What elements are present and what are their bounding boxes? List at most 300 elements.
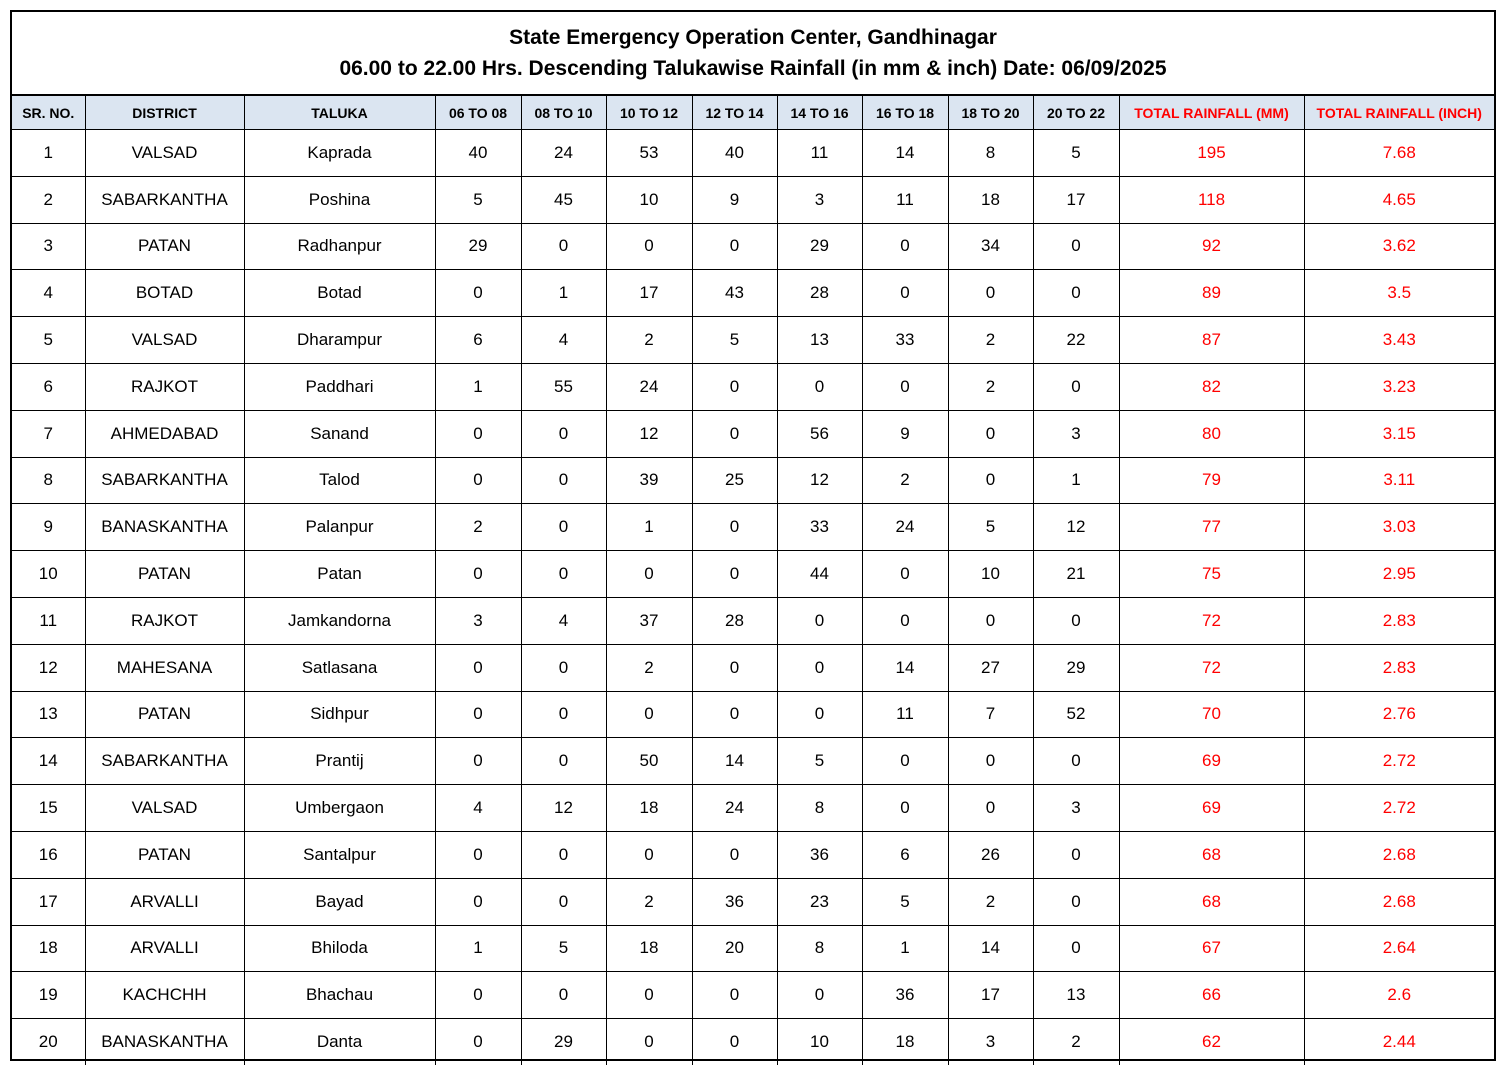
rain-10-12-cell: 2 [606, 878, 692, 925]
rain-12-14-cell: 28 [692, 597, 777, 644]
rain-12-14-cell: 0 [692, 1019, 777, 1065]
rain-08-10-cell: 4 [521, 597, 606, 644]
rain-14-16-cell: 3 [777, 176, 862, 223]
total-mm-cell: 69 [1119, 785, 1304, 832]
table-row [12, 270, 1494, 317]
header-08-10: 08 TO 10 [521, 96, 606, 130]
rain-16-18-cell: 0 [862, 738, 948, 785]
rain-20-22-cell: 0 [1033, 925, 1119, 972]
table-row [12, 972, 1494, 1019]
rain-12-14-cell: 0 [692, 972, 777, 1019]
total-inch-cell: 3.5 [1304, 270, 1494, 317]
taluka-cell: Radhanpur [244, 223, 435, 270]
table-row [12, 410, 1494, 457]
table-header-row [12, 96, 1494, 130]
sr-no-cell: 17 [12, 878, 85, 925]
sr-no-cell: 15 [12, 785, 85, 832]
total-mm-cell: 67 [1119, 925, 1304, 972]
table-row [12, 925, 1494, 972]
rain-18-20-cell: 34 [948, 223, 1033, 270]
rain-10-12-cell: 50 [606, 738, 692, 785]
rain-20-22-cell: 2 [1033, 1019, 1119, 1065]
report-title-block [12, 12, 1494, 96]
rain-14-16-cell: 11 [777, 130, 862, 177]
rain-06-08-cell: 29 [435, 223, 521, 270]
total-mm-cell: 75 [1119, 551, 1304, 598]
rain-12-14-cell: 0 [692, 223, 777, 270]
total-mm-cell: 69 [1119, 738, 1304, 785]
rain-20-22-cell: 0 [1033, 738, 1119, 785]
table-row [12, 597, 1494, 644]
rain-16-18-cell: 36 [862, 972, 948, 1019]
total-mm-cell: 77 [1119, 504, 1304, 551]
rain-12-14-cell: 36 [692, 878, 777, 925]
rain-10-12-cell: 18 [606, 785, 692, 832]
sr-no-cell: 4 [12, 270, 85, 317]
rain-08-10-cell: 24 [521, 130, 606, 177]
rain-20-22-cell: 1 [1033, 457, 1119, 504]
table-row [12, 176, 1494, 223]
header-14-16: 14 TO 16 [777, 96, 862, 130]
rain-18-20-cell: 3 [948, 1019, 1033, 1065]
sr-no-cell: 13 [12, 691, 85, 738]
rain-18-20-cell: 7 [948, 691, 1033, 738]
total-inch-cell: 2.76 [1304, 691, 1494, 738]
table-row [12, 363, 1494, 410]
total-mm-cell: 89 [1119, 270, 1304, 317]
rain-14-16-cell: 0 [777, 972, 862, 1019]
header-06-08: 06 TO 08 [435, 96, 521, 130]
sr-no-cell: 20 [12, 1019, 85, 1065]
rain-18-20-cell: 26 [948, 831, 1033, 878]
rain-14-16-cell: 0 [777, 644, 862, 691]
taluka-cell: Bhiloda [244, 925, 435, 972]
rain-06-08-cell: 5 [435, 176, 521, 223]
total-inch-cell: 2.95 [1304, 551, 1494, 598]
report-title: State Emergency Operation Center, Gandhinagar [509, 26, 997, 49]
rain-08-10-cell: 5 [521, 925, 606, 972]
total-mm-cell: 72 [1119, 597, 1304, 644]
district-cell: VALSAD [85, 130, 244, 177]
rain-06-08-cell: 0 [435, 410, 521, 457]
total-inch-cell: 3.23 [1304, 363, 1494, 410]
rain-06-08-cell: 0 [435, 270, 521, 317]
rain-18-20-cell: 18 [948, 176, 1033, 223]
rain-08-10-cell: 0 [521, 691, 606, 738]
header-total-mm: TOTAL RAINFALL (MM) [1119, 96, 1304, 130]
rain-14-16-cell: 13 [777, 317, 862, 364]
taluka-cell: Umbergaon [244, 785, 435, 832]
rain-10-12-cell: 0 [606, 972, 692, 1019]
header-12-14: 12 TO 14 [692, 96, 777, 130]
total-inch-cell: 2.83 [1304, 597, 1494, 644]
total-mm-cell: 195 [1119, 130, 1304, 177]
taluka-cell: Poshina [244, 176, 435, 223]
rain-16-18-cell: 5 [862, 878, 948, 925]
rain-06-08-cell: 0 [435, 878, 521, 925]
sr-no-cell: 2 [12, 176, 85, 223]
rain-18-20-cell: 5 [948, 504, 1033, 551]
taluka-cell: Jamkandorna [244, 597, 435, 644]
rain-12-14-cell: 0 [692, 831, 777, 878]
sr-no-cell: 18 [12, 925, 85, 972]
rain-20-22-cell: 0 [1033, 878, 1119, 925]
rain-12-14-cell: 14 [692, 738, 777, 785]
total-mm-cell: 82 [1119, 363, 1304, 410]
rain-18-20-cell: 27 [948, 644, 1033, 691]
taluka-cell: Dharampur [244, 317, 435, 364]
rain-12-14-cell: 0 [692, 691, 777, 738]
rain-10-12-cell: 39 [606, 457, 692, 504]
rain-16-18-cell: 6 [862, 831, 948, 878]
total-inch-cell: 2.68 [1304, 878, 1494, 925]
taluka-cell: Kaprada [244, 130, 435, 177]
taluka-cell: Paddhari [244, 363, 435, 410]
rain-06-08-cell: 3 [435, 597, 521, 644]
rain-12-14-cell: 20 [692, 925, 777, 972]
district-cell: PATAN [85, 223, 244, 270]
table-row [12, 738, 1494, 785]
district-cell: PATAN [85, 551, 244, 598]
rain-16-18-cell: 11 [862, 176, 948, 223]
rain-12-14-cell: 43 [692, 270, 777, 317]
table-row [12, 551, 1494, 598]
total-inch-cell: 3.62 [1304, 223, 1494, 270]
rain-18-20-cell: 14 [948, 925, 1033, 972]
rain-14-16-cell: 10 [777, 1019, 862, 1065]
sr-no-cell: 3 [12, 223, 85, 270]
total-inch-cell: 2.44 [1304, 1019, 1494, 1065]
total-mm-cell: 72 [1119, 644, 1304, 691]
rain-08-10-cell: 4 [521, 317, 606, 364]
rain-14-16-cell: 28 [777, 270, 862, 317]
total-mm-cell: 79 [1119, 457, 1304, 504]
district-cell: ARVALLI [85, 925, 244, 972]
rain-14-16-cell: 8 [777, 785, 862, 832]
rain-10-12-cell: 12 [606, 410, 692, 457]
rain-18-20-cell: 0 [948, 410, 1033, 457]
rain-08-10-cell: 0 [521, 551, 606, 598]
district-cell: VALSAD [85, 317, 244, 364]
rain-10-12-cell: 37 [606, 597, 692, 644]
rain-08-10-cell: 29 [521, 1019, 606, 1065]
rain-16-18-cell: 0 [862, 785, 948, 832]
rain-16-18-cell: 24 [862, 504, 948, 551]
rain-08-10-cell: 1 [521, 270, 606, 317]
rain-18-20-cell: 2 [948, 363, 1033, 410]
table-row [12, 223, 1494, 270]
total-mm-cell: 66 [1119, 972, 1304, 1019]
sr-no-cell: 10 [12, 551, 85, 598]
rain-20-22-cell: 21 [1033, 551, 1119, 598]
rain-06-08-cell: 0 [435, 972, 521, 1019]
header-20-22: 20 TO 22 [1033, 96, 1119, 130]
rain-16-18-cell: 11 [862, 691, 948, 738]
table-row [12, 130, 1494, 177]
total-inch-cell: 3.03 [1304, 504, 1494, 551]
rain-08-10-cell: 0 [521, 644, 606, 691]
rainfall-table [12, 96, 1494, 1065]
total-mm-cell: 68 [1119, 831, 1304, 878]
taluka-cell: Botad [244, 270, 435, 317]
rain-08-10-cell: 0 [521, 738, 606, 785]
taluka-cell: Talod [244, 457, 435, 504]
rain-14-16-cell: 36 [777, 831, 862, 878]
taluka-cell: Sidhpur [244, 691, 435, 738]
rain-08-10-cell: 0 [521, 457, 606, 504]
district-cell: KACHCHH [85, 972, 244, 1019]
rain-12-14-cell: 25 [692, 457, 777, 504]
taluka-cell: Palanpur [244, 504, 435, 551]
table-row [12, 831, 1494, 878]
total-inch-cell: 2.64 [1304, 925, 1494, 972]
sr-no-cell: 19 [12, 972, 85, 1019]
rain-18-20-cell: 0 [948, 457, 1033, 504]
table-row [12, 457, 1494, 504]
table-row [12, 1019, 1494, 1065]
total-inch-cell: 3.15 [1304, 410, 1494, 457]
total-mm-cell: 118 [1119, 176, 1304, 223]
rain-18-20-cell: 2 [948, 317, 1033, 364]
rain-14-16-cell: 8 [777, 925, 862, 972]
total-inch-cell: 3.11 [1304, 457, 1494, 504]
rain-08-10-cell: 0 [521, 504, 606, 551]
total-mm-cell: 87 [1119, 317, 1304, 364]
district-cell: BANASKANTHA [85, 504, 244, 551]
rain-08-10-cell: 12 [521, 785, 606, 832]
district-cell: SABARKANTHA [85, 457, 244, 504]
sr-no-cell: 6 [12, 363, 85, 410]
rain-20-22-cell: 22 [1033, 317, 1119, 364]
rain-20-22-cell: 0 [1033, 363, 1119, 410]
rain-10-12-cell: 24 [606, 363, 692, 410]
rain-12-14-cell: 0 [692, 410, 777, 457]
table-row [12, 878, 1494, 925]
rain-08-10-cell: 0 [521, 831, 606, 878]
header-district: DISTRICT [85, 96, 244, 130]
rain-12-14-cell: 9 [692, 176, 777, 223]
total-inch-cell: 2.72 [1304, 785, 1494, 832]
total-mm-cell: 80 [1119, 410, 1304, 457]
rain-12-14-cell: 24 [692, 785, 777, 832]
rain-20-22-cell: 0 [1033, 223, 1119, 270]
sr-no-cell: 5 [12, 317, 85, 364]
rain-20-22-cell: 29 [1033, 644, 1119, 691]
header-18-20: 18 TO 20 [948, 96, 1033, 130]
sr-no-cell: 7 [12, 410, 85, 457]
rain-10-12-cell: 2 [606, 317, 692, 364]
rain-06-08-cell: 0 [435, 1019, 521, 1065]
rain-12-14-cell: 0 [692, 504, 777, 551]
rain-18-20-cell: 0 [948, 597, 1033, 644]
rain-16-18-cell: 0 [862, 597, 948, 644]
rain-14-16-cell: 29 [777, 223, 862, 270]
rain-06-08-cell: 6 [435, 317, 521, 364]
rain-16-18-cell: 0 [862, 363, 948, 410]
header-taluka: TALUKA [244, 96, 435, 130]
rain-14-16-cell: 12 [777, 457, 862, 504]
rain-06-08-cell: 0 [435, 457, 521, 504]
rain-16-18-cell: 14 [862, 644, 948, 691]
rain-06-08-cell: 2 [435, 504, 521, 551]
rain-08-10-cell: 0 [521, 878, 606, 925]
table-row [12, 317, 1494, 364]
header-10-12: 10 TO 12 [606, 96, 692, 130]
district-cell: MAHESANA [85, 644, 244, 691]
rain-18-20-cell: 10 [948, 551, 1033, 598]
total-mm-cell: 62 [1119, 1019, 1304, 1065]
rain-12-14-cell: 40 [692, 130, 777, 177]
district-cell: BOTAD [85, 270, 244, 317]
taluka-cell: Sanand [244, 410, 435, 457]
rain-14-16-cell: 5 [777, 738, 862, 785]
rain-10-12-cell: 53 [606, 130, 692, 177]
table-row [12, 691, 1494, 738]
rain-12-14-cell: 0 [692, 363, 777, 410]
rain-18-20-cell: 2 [948, 878, 1033, 925]
rain-10-12-cell: 0 [606, 691, 692, 738]
district-cell: SABARKANTHA [85, 738, 244, 785]
total-inch-cell: 2.83 [1304, 644, 1494, 691]
rain-14-16-cell: 33 [777, 504, 862, 551]
rain-16-18-cell: 0 [862, 551, 948, 598]
district-cell: RAJKOT [85, 597, 244, 644]
rain-10-12-cell: 17 [606, 270, 692, 317]
rain-18-20-cell: 17 [948, 972, 1033, 1019]
total-inch-cell: 4.65 [1304, 176, 1494, 223]
total-mm-cell: 92 [1119, 223, 1304, 270]
rain-06-08-cell: 0 [435, 644, 521, 691]
table-row [12, 785, 1494, 832]
rain-12-14-cell: 0 [692, 551, 777, 598]
rain-10-12-cell: 0 [606, 551, 692, 598]
rain-14-16-cell: 0 [777, 691, 862, 738]
rain-16-18-cell: 14 [862, 130, 948, 177]
district-cell: VALSAD [85, 785, 244, 832]
total-mm-cell: 68 [1119, 878, 1304, 925]
total-inch-cell: 2.72 [1304, 738, 1494, 785]
sr-no-cell: 11 [12, 597, 85, 644]
rain-06-08-cell: 1 [435, 925, 521, 972]
sr-no-cell: 8 [12, 457, 85, 504]
rain-16-18-cell: 9 [862, 410, 948, 457]
district-cell: PATAN [85, 691, 244, 738]
rain-20-22-cell: 0 [1033, 270, 1119, 317]
sr-no-cell: 1 [12, 130, 85, 177]
rain-20-22-cell: 0 [1033, 831, 1119, 878]
rain-20-22-cell: 0 [1033, 597, 1119, 644]
rain-10-12-cell: 0 [606, 1019, 692, 1065]
taluka-cell: Patan [244, 551, 435, 598]
rain-16-18-cell: 0 [862, 223, 948, 270]
total-mm-cell: 70 [1119, 691, 1304, 738]
rain-16-18-cell: 0 [862, 270, 948, 317]
district-cell: SABARKANTHA [85, 176, 244, 223]
taluka-cell: Satlasana [244, 644, 435, 691]
rain-10-12-cell: 0 [606, 223, 692, 270]
report-subtitle: 06.00 to 22.00 Hrs. Descending Talukawise Rainfall (in mm & inch) Date: 06/09/2025 [339, 57, 1167, 80]
rain-06-08-cell: 0 [435, 738, 521, 785]
rain-18-20-cell: 0 [948, 785, 1033, 832]
rain-06-08-cell: 1 [435, 363, 521, 410]
rain-08-10-cell: 55 [521, 363, 606, 410]
rainfall-report-sheet [10, 10, 1496, 1061]
district-cell: PATAN [85, 831, 244, 878]
sr-no-cell: 12 [12, 644, 85, 691]
rain-08-10-cell: 0 [521, 223, 606, 270]
rain-14-16-cell: 0 [777, 363, 862, 410]
header-16-18: 16 TO 18 [862, 96, 948, 130]
taluka-cell: Danta [244, 1019, 435, 1065]
rain-16-18-cell: 2 [862, 457, 948, 504]
rain-06-08-cell: 40 [435, 130, 521, 177]
rain-18-20-cell: 8 [948, 130, 1033, 177]
district-cell: RAJKOT [85, 363, 244, 410]
rain-16-18-cell: 1 [862, 925, 948, 972]
district-cell: ARVALLI [85, 878, 244, 925]
rain-20-22-cell: 12 [1033, 504, 1119, 551]
rain-20-22-cell: 17 [1033, 176, 1119, 223]
rain-10-12-cell: 0 [606, 831, 692, 878]
rain-10-12-cell: 2 [606, 644, 692, 691]
header-sr-no: SR. NO. [12, 96, 85, 130]
rain-20-22-cell: 3 [1033, 785, 1119, 832]
rain-06-08-cell: 0 [435, 691, 521, 738]
rain-16-18-cell: 33 [862, 317, 948, 364]
taluka-cell: Prantij [244, 738, 435, 785]
rain-14-16-cell: 23 [777, 878, 862, 925]
sr-no-cell: 14 [12, 738, 85, 785]
rain-08-10-cell: 0 [521, 972, 606, 1019]
table-body [12, 130, 1494, 1065]
taluka-cell: Bhachau [244, 972, 435, 1019]
rain-12-14-cell: 5 [692, 317, 777, 364]
rain-12-14-cell: 0 [692, 644, 777, 691]
rain-08-10-cell: 45 [521, 176, 606, 223]
total-inch-cell: 7.68 [1304, 130, 1494, 177]
rain-14-16-cell: 0 [777, 597, 862, 644]
table-row [12, 644, 1494, 691]
rain-10-12-cell: 18 [606, 925, 692, 972]
rain-14-16-cell: 56 [777, 410, 862, 457]
total-inch-cell: 2.68 [1304, 831, 1494, 878]
rain-20-22-cell: 13 [1033, 972, 1119, 1019]
taluka-cell: Santalpur [244, 831, 435, 878]
rain-20-22-cell: 3 [1033, 410, 1119, 457]
sr-no-cell: 16 [12, 831, 85, 878]
total-inch-cell: 3.43 [1304, 317, 1494, 364]
rain-18-20-cell: 0 [948, 738, 1033, 785]
total-inch-cell: 2.6 [1304, 972, 1494, 1019]
rain-18-20-cell: 0 [948, 270, 1033, 317]
rain-14-16-cell: 44 [777, 551, 862, 598]
table-row [12, 504, 1494, 551]
rain-08-10-cell: 0 [521, 410, 606, 457]
rain-20-22-cell: 52 [1033, 691, 1119, 738]
rain-20-22-cell: 5 [1033, 130, 1119, 177]
rain-06-08-cell: 0 [435, 831, 521, 878]
rain-16-18-cell: 18 [862, 1019, 948, 1065]
rain-06-08-cell: 0 [435, 551, 521, 598]
district-cell: AHMEDABAD [85, 410, 244, 457]
sr-no-cell: 9 [12, 504, 85, 551]
rain-10-12-cell: 10 [606, 176, 692, 223]
district-cell: BANASKANTHA [85, 1019, 244, 1065]
header-total-inch: TOTAL RAINFALL (INCH) [1304, 96, 1494, 130]
rain-10-12-cell: 1 [606, 504, 692, 551]
rain-06-08-cell: 4 [435, 785, 521, 832]
taluka-cell: Bayad [244, 878, 435, 925]
